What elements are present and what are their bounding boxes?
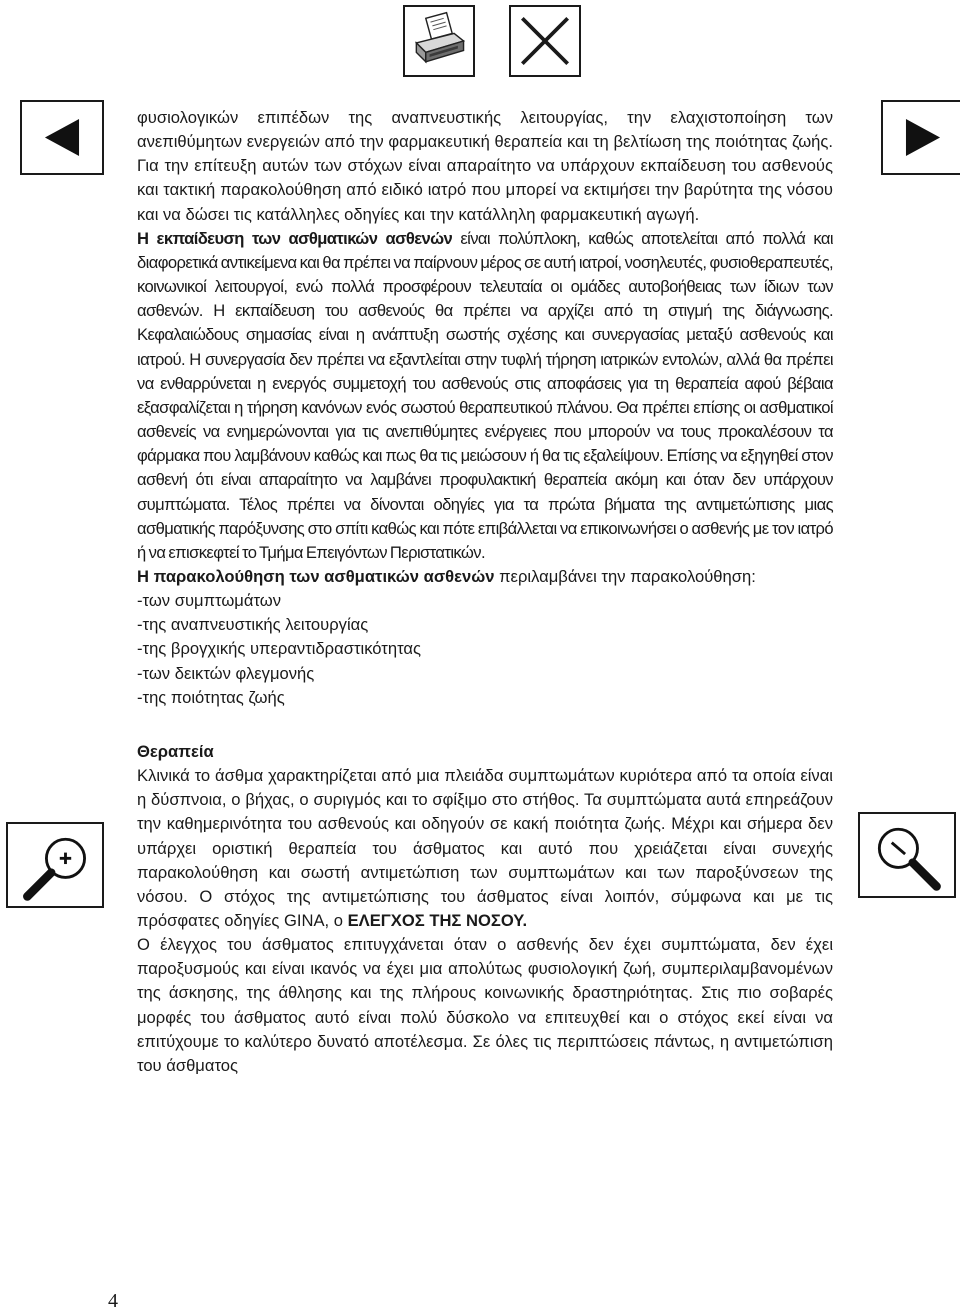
paragraph-education-text: είναι πολύπλοκη, καθώς αποτελείται από πολλά και διαφορετικά αντικείμενα και θα πρέπει να παίρνουν μέρος σε αυτή ιατροί, νοσηλευτές, φυσιοθεραπευτές, κοινωνικοί λειτουργοί, ενώ πολλά προσφέρουν τελευταία οι ομάδες αυτοβοήθειας των ίδιων των ασθενών. Η εκπαίδευση του ασθενούς θα πρέπει να αρχίζει από τη στιγμή της διάγνωσης. Κεφαλαιώδους σημασίας είναι η ανάπτυξη σωστής σχέσης και συνεργασίας μεταξύ ασθενούς και ιατρού. Η συνεργασία δεν πρέπει να εξαντλείται στην τυφλή τήρηση ιατρικών εντολών, αλλά θα πρέπει να ενθαρρύνεται η ενεργός συμμετοχή του ασθενούς στις αποφάσεις για τη θεραπεία αφού βέβαια εξασφαλίζεται η τήρηση κανόνων ενός σωστού θεραπευτικού πλάνου. Θα πρέπει επίσης οι ασθματικοί ασθενείς να ενημερώνονται για τις ανεπιθύμητες ενέργειες που μπορούν να τους προκαλέσουν τα φάρμακα που λαμβάνουν καθώς και πως θα τις μειώσουν ή θα τις εξαλείψουν. Επίσης να εξηγηθεί στον ασθενή ότι είναι απαραίτητο να λαμβάνει προφυλακτική θεραπεία ακόμη και όταν δεν υπάρχουν συμπτώματα. Τέλος πρέπει να δίνονται οδηγίες για τα πρώτα βήματα της αντιμετώπισης μιας ασθματικής παρόξυνσης στο σπίτι καθώς και πότε επιβάλλεται να επικοινωνήσει ο ασθενής με τον ιατρό ή να επισκεφτεί το Τμήμα Επειγόντων Περιστατικών. bbox=[137, 228, 833, 562]
monitoring-list bbox=[137, 589, 833, 710]
print-button[interactable] bbox=[403, 5, 475, 77]
paragraph-therapy bbox=[137, 764, 833, 933]
right-triangle-icon bbox=[883, 102, 960, 173]
section-heading: Θεραπεία bbox=[137, 741, 214, 761]
next-page-button[interactable] bbox=[881, 100, 960, 175]
paragraph-therapy-text: Κλινικά το άσθμα χαρακτηρίζεται από μια πλειάδα συμπτωμάτων κυριότερα από τα οποία είναι η δύσπνοια, ο βήχας, ο συριγμός και το σφίξιμο στο στήθος. Τα συμπτώματα αυτά επηρεάζουν την καθημερινότητα του ασθενούς και οδηγούν σε κακή ποιότητα ζωής. Μέχρι και σήμερα δεν υπάρχει οριστική θεραπεία του άσθματος και αυτό που χρειάζεται είναι συνεχής παρακολούθηση και σωστή αντιμετώπιση των συμπτωμάτων και των παροξύνσεων της νόσου. Ο στόχος της αντιμετώπισης του άσθματος είναι λοιπόν, σύμφωνα και με τις πρόσφατες οδηγίες GINA, ο bbox=[137, 766, 833, 930]
list-item: -της ποιότητας ζωής bbox=[137, 687, 285, 707]
list-item: -της αναπνευστικής λειτουργίας bbox=[137, 615, 369, 635]
left-triangle-icon bbox=[22, 102, 102, 173]
printer-icon bbox=[405, 7, 473, 75]
paragraph-monitoring bbox=[137, 565, 833, 589]
paragraph-control: Ο έλεγχος του άσθματος επιτυγχάνεται όταν ο ασθενής δεν έχει συμπτώματα, δεν έχει παροξυσμούς και είναι ικανός να έχει μια απολύτως φυσιολογική ζωή, συμπεριλαμβανομένων της άσκησης, της άθλησης και της πλήρους κοινωνικής δραστηριότητας. Στις πιο σοβαρές μορφές του άσθματος αυτό είναι πολύ δύσκολο να επιτευχθεί και ο στόχος εκεί είναι να επιτύχουμε το καλύτερο δυνατό αποτέλεσμα. Σε όλες τις περιπτώσεις πάντως, η αντιμετώπιση του άσθματος bbox=[137, 935, 833, 1075]
magnifier-minus-icon bbox=[860, 814, 954, 896]
paragraph-therapy-emphasis: ΕΛΕΓΧΟΣ ΤΗΣ ΝΟΣΟΥ. bbox=[347, 911, 528, 930]
paragraph-intro: φυσιολογικών επιπέδων της αναπνευστικής λειτουργίας, την ελαχιστοποίηση των ανεπιθύμητων ενεργειών από την φαρμακευτική θεραπεία και τη βελτίωση της ποιότητας ζωής. Για την επίτευξη αυτών των στόχων είναι απαραίτητο να υπάρχουν εκπαίδευση του ασθενούς και τακτική παρακολούθηση από ειδικό ιατρό που μπορεί να εκτιμήσει την βαρύτητα της νόσου και να δώσει τις κατάλληλες οδηγίες και την κατάλληλη φαρμακευτική αγωγή. bbox=[137, 108, 833, 224]
paragraph-education bbox=[137, 227, 833, 565]
previous-page-button[interactable] bbox=[20, 100, 104, 175]
magnifier-plus-icon bbox=[8, 824, 102, 906]
paragraph-monitoring-title: Η παρακολούθηση των ασθματικών ασθενών bbox=[137, 566, 495, 586]
zoom-in-button[interactable] bbox=[6, 822, 104, 908]
close-x-icon bbox=[511, 7, 579, 75]
list-item: -των συμπτωμάτων bbox=[137, 591, 282, 611]
list-item: -της βρογχικής υπεραντιδραστικότητας bbox=[137, 639, 421, 659]
zoom-out-button[interactable] bbox=[858, 812, 956, 898]
page-number: 4 bbox=[108, 1290, 118, 1312]
paragraph-monitoring-text: περιλαμβάνει την παρακολούθηση: bbox=[494, 566, 756, 586]
document-body bbox=[137, 106, 833, 1078]
close-button[interactable] bbox=[509, 5, 581, 77]
list-item: -των δεικτών φλεγμονής bbox=[137, 663, 315, 683]
paragraph-education-title: Η εκπαίδευση των ασθματικών ασθενών bbox=[137, 228, 453, 248]
